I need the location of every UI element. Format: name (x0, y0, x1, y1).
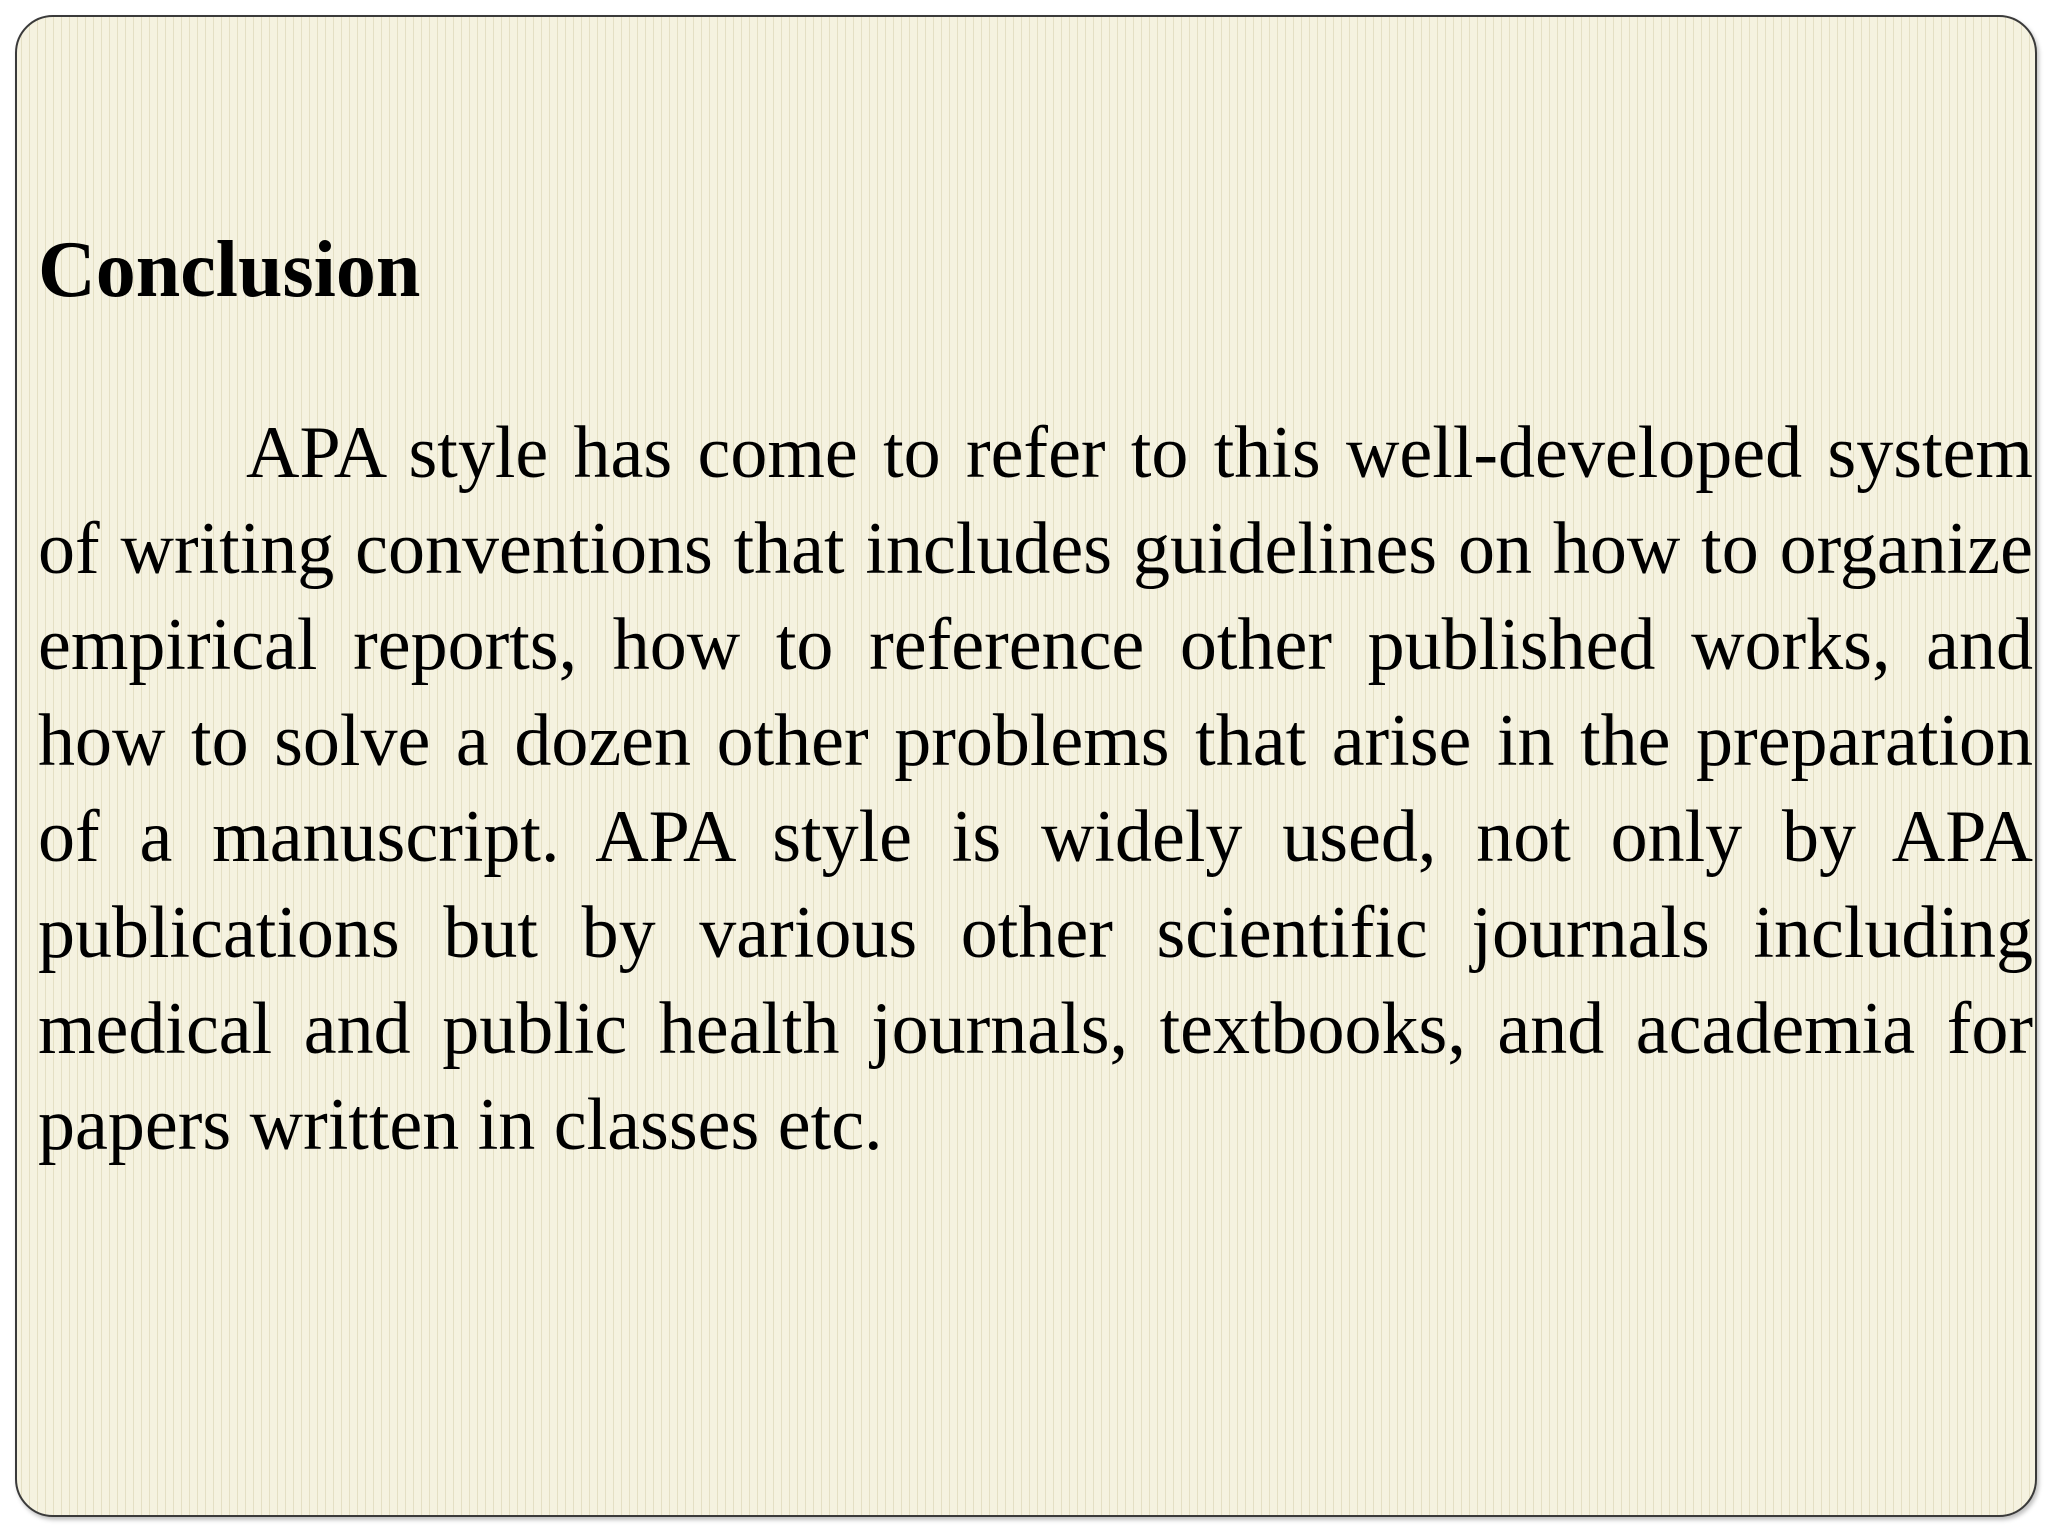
slide-title: Conclusion (38, 226, 421, 314)
conclusion-paragraph: APA style has come to refer to this well-developed system of writing conventions that includes guidelines on how to organize empirical reports, how to reference other published works, and how to solve a dozen other problems that arise in the preparation of a manuscript. APA style is widely used, not only by APA publications but by various other scientific journals including medical and public health journals, textbooks, and academia for papers written in classes etc. (38, 412, 2033, 1166)
content-panel (15, 15, 2037, 1517)
